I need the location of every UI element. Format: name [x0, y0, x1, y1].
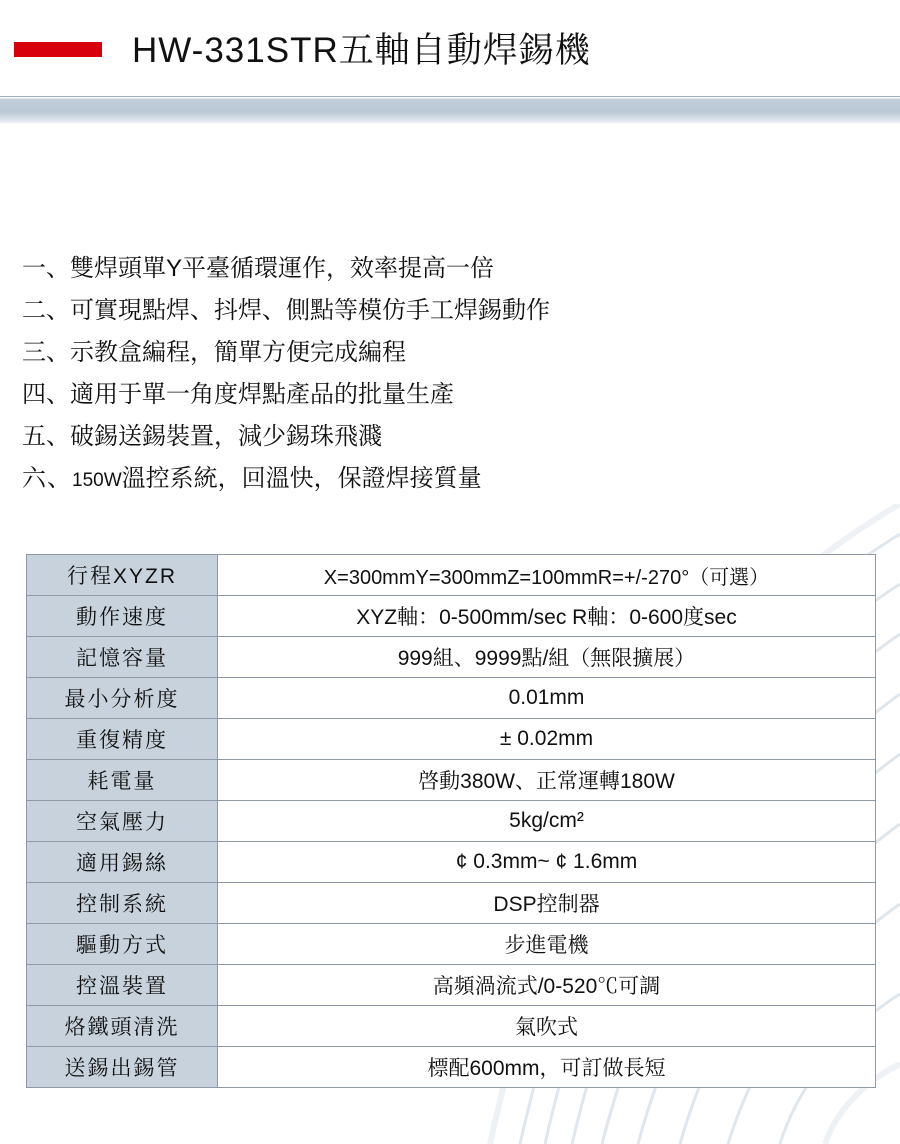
table-row — [27, 555, 876, 596]
spec-value: 5kg/cm² — [218, 801, 876, 842]
feature-list — [0, 248, 900, 502]
table-row — [27, 760, 876, 801]
spec-value: 0.01mm — [218, 678, 876, 719]
spec-value: 氣吹式 — [218, 1006, 876, 1047]
feature-item: 四、適用于單一角度焊點產品的批量生產 — [22, 381, 454, 408]
feature-item-last-power: 150W — [72, 470, 122, 491]
spec-value: DSP控制器 — [218, 883, 876, 924]
table-row — [27, 1047, 876, 1088]
spec-value: 高頻渦流式/0-520℃可調 — [218, 965, 876, 1006]
table-row — [27, 924, 876, 965]
spec-value: 啓動380W、正常運轉180W — [218, 760, 876, 801]
table-row — [27, 637, 876, 678]
spec-table — [26, 554, 876, 1088]
table-row — [27, 678, 876, 719]
header-divider — [0, 96, 900, 123]
page-title: HW-331STR五軸自動焊錫機 — [132, 31, 591, 70]
feature-item: 三、示教盒編程，簡單方便完成編程 — [22, 339, 406, 366]
feature-item-last-prefix: 六、 — [22, 465, 72, 492]
spec-label: 控溫裝置 — [27, 965, 218, 1006]
spec-table-container — [26, 554, 878, 1088]
feature-item-last — [22, 458, 900, 502]
feature-item: 二、可實現點焊、抖焊、側點等模仿手工焊錫動作 — [22, 297, 550, 324]
table-row — [27, 883, 876, 924]
spec-label: 記憶容量 — [27, 637, 218, 678]
feature-item-last-suffix: 溫控系統，回溫快，保證焊接質量 — [121, 465, 482, 492]
spec-label: 空氣壓力 — [27, 801, 218, 842]
spec-label: 重復精度 — [27, 719, 218, 760]
spec-label: 行程XYZR — [27, 555, 218, 596]
spec-label: 最小分析度 — [27, 678, 218, 719]
table-row — [27, 719, 876, 760]
spec-label: 動作速度 — [27, 596, 218, 637]
table-row — [27, 801, 876, 842]
spec-table-body — [27, 555, 876, 1088]
spec-value: 步進電機 — [218, 924, 876, 965]
spec-label: 適用錫絲 — [27, 842, 218, 883]
spec-label: 驅動方式 — [27, 924, 218, 965]
feature-item: 五、破錫送錫裝置，減少錫珠飛濺 — [22, 423, 382, 450]
spec-label: 耗電量 — [27, 760, 218, 801]
table-row — [27, 842, 876, 883]
spec-value: X=300mmY=300mmZ=100mmR=+/-270°（可選） — [218, 555, 876, 596]
header-accent-bar — [14, 42, 102, 57]
table-row — [27, 965, 876, 1006]
spec-value: XYZ軸：0-500mm/sec R軸：0-600度sec — [218, 596, 876, 637]
table-row — [27, 596, 876, 637]
spec-label: 烙鐵頭清洗 — [27, 1006, 218, 1047]
spec-value: ¢ 0.3mm~ ¢ 1.6mm — [218, 842, 876, 883]
spec-label: 送錫出錫管 — [27, 1047, 218, 1088]
spec-value: 999組、9999點/組（無限擴展） — [218, 637, 876, 678]
feature-item: 一、雙焊頭單Y平臺循環運作，效率提高一倍 — [22, 255, 495, 282]
spec-label: 控制系統 — [27, 883, 218, 924]
spec-value: 標配600mm，可訂做長短 — [218, 1047, 876, 1088]
page-header — [0, 0, 900, 96]
spec-value: ± 0.02mm — [218, 719, 876, 760]
table-row — [27, 1006, 876, 1047]
